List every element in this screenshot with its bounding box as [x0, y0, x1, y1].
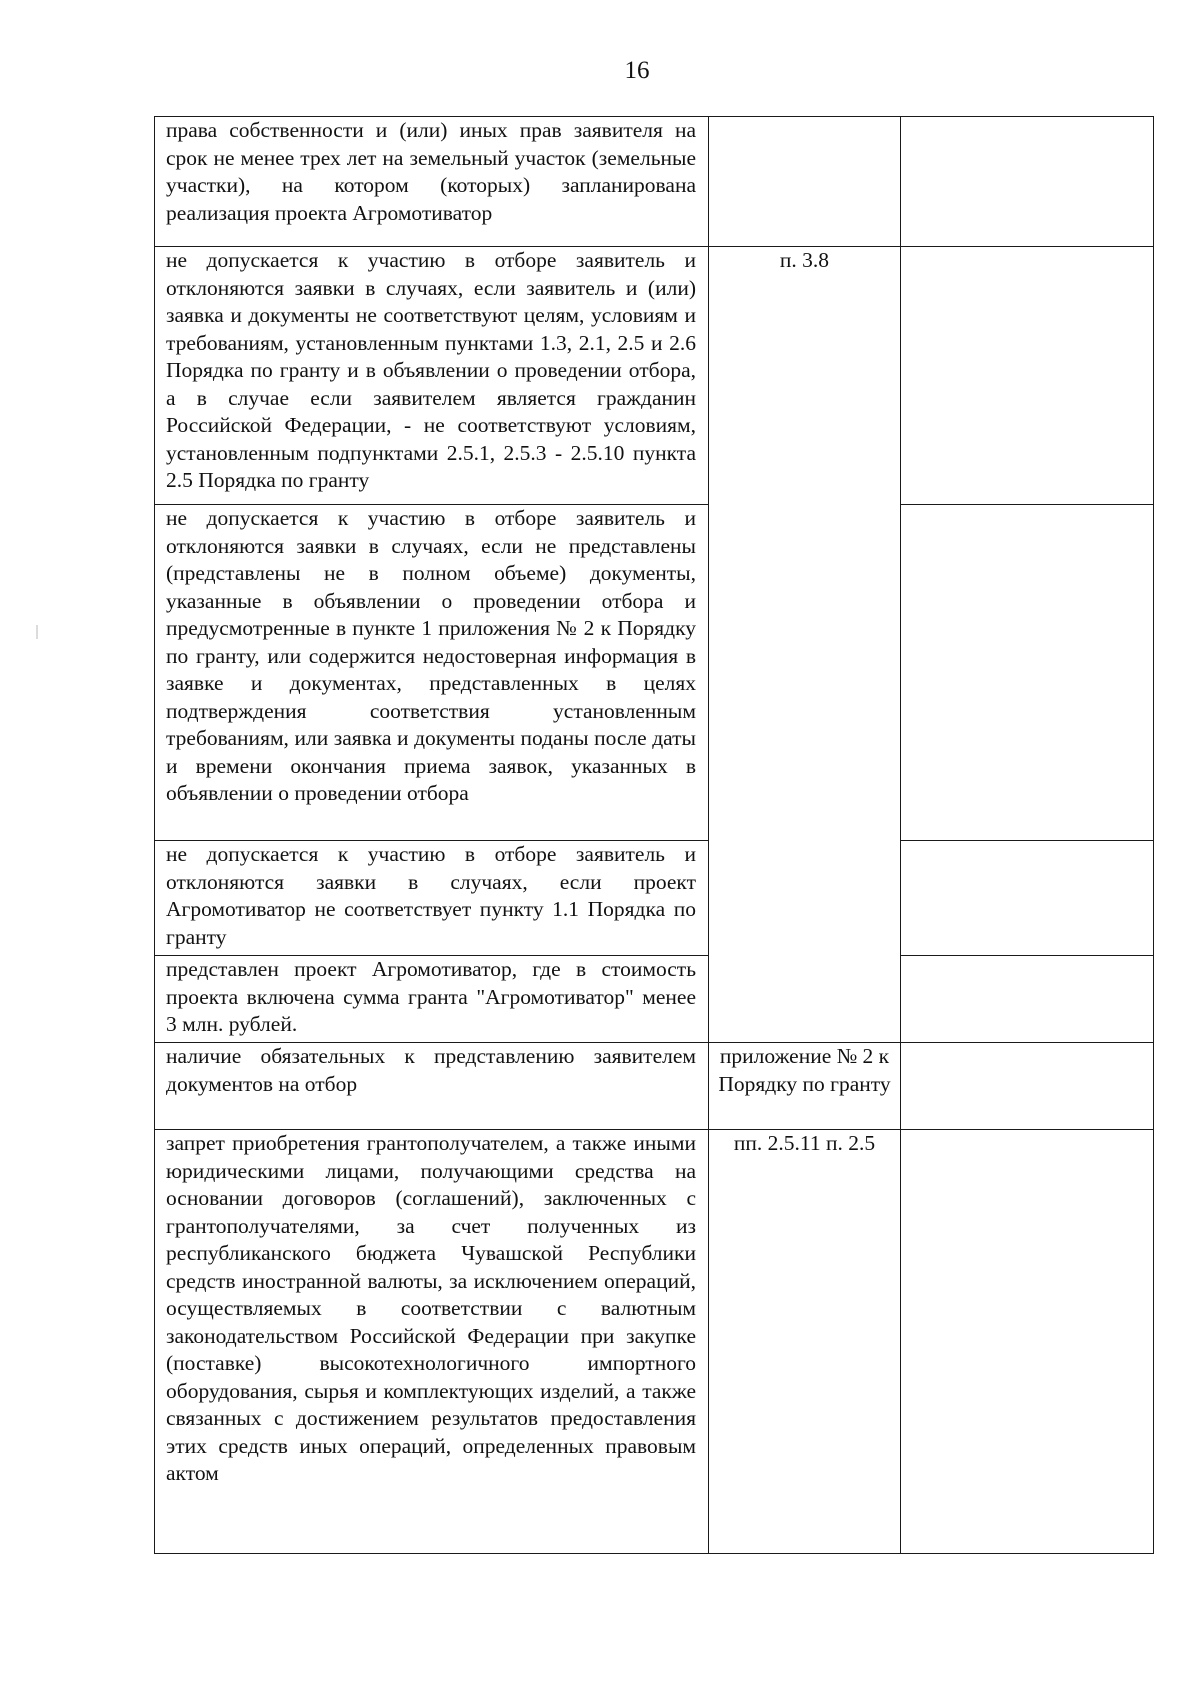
criterion-text: не допускается к участию в отборе заявитель и отклоняются заявки в случаях, если не представлены (представлены не в полном объеме) документы, указанные в объявлении о проведении отбора и предусмотренные в пункте 1 приложения № 2 к Порядку по гранту, или содержится недостоверная информация в заявке и документах, представленных в целях подтверждения соответствия установленным требованиям, или заявка и документы поданы после даты и времени окончания приема заявок, указанных в объявлении о проведении отбора	[155, 505, 709, 841]
empty-cell	[901, 505, 1154, 841]
reference-text: п. 3.8	[779, 248, 830, 272]
criterion-text: наличие обязательных к представлению заявителем документов на отбор	[155, 1043, 709, 1130]
empty-cell	[901, 247, 1154, 505]
page-number: 16	[624, 57, 650, 84]
table-row	[155, 117, 1154, 247]
criterion-text: не допускается к участию в отборе заявитель и отклоняются заявки в случаях, если проект Агромотиватор не соответствует пункту 1.1 Порядка по гранту	[155, 841, 709, 956]
criteria-table	[154, 116, 1154, 1554]
empty-cell	[901, 1043, 1154, 1130]
criterion-text: не допускается к участию в отборе заявитель и отклоняются заявки в случаях, если заявитель и (или) заявка и документы не соответствуют целям, условиям и требованиям, установленным пунктами 1.3, 2.1, 2.5 и 2.6 Порядка по гранту и в объявлении о проведении отбора, а в случае если заявителем является гражданин Российской Федерации, - не соответствуют условиям, установленным подпунктами 2.5.1, 2.5.3 - 2.5.10 пункта 2.5 Порядка по гранту	[155, 247, 709, 505]
empty-cell	[901, 1130, 1154, 1554]
criterion-text: представлен проект Агромотиватор, где в стоимость проекта включена сумма гранта "Агромотиватор" менее 3 млн. рублей.	[155, 956, 709, 1043]
reference-text: пп. 2.5.11 п. 2.5	[733, 1131, 876, 1155]
table-row	[155, 1043, 1154, 1130]
criterion-text: запрет приобретения грантополучателем, а также иными юридическими лицами, получающими средства на основании договоров (соглашений), заключенных с грантополучателями, за счет полученных из республиканского бюджета Чувашской Республики средств иностранной валюты, за исключением операций, осуществляемых в соответствии с валютным законодательством Российской Федерации при закупке (поставке) высокотехнологичного импортного оборудования, сырья и комплектующих изделий, а также связанных с достижением результатов предоставления этих средств иных операций, определенных правовым актом	[155, 1130, 709, 1554]
scan-artifact	[36, 625, 38, 639]
table-row	[155, 841, 1154, 956]
table-row	[155, 1130, 1154, 1554]
reference-cell	[709, 247, 901, 1043]
reference-text: приложение № 2 к Порядку по гранту	[718, 1044, 891, 1096]
table-row	[155, 956, 1154, 1043]
criterion-text: права собственности и (или) иных прав заявителя на срок не менее трех лет на земельный участок (земельные участки), на котором (которых) запланирована реализация проекта Агромотиватор	[155, 117, 709, 247]
empty-cell	[901, 117, 1154, 247]
empty-cell	[901, 841, 1154, 956]
empty-cell	[901, 956, 1154, 1043]
table-row	[155, 247, 1154, 505]
reference-cell	[709, 117, 901, 247]
table-row	[155, 505, 1154, 841]
reference-cell	[709, 1043, 901, 1130]
reference-cell	[709, 1130, 901, 1554]
